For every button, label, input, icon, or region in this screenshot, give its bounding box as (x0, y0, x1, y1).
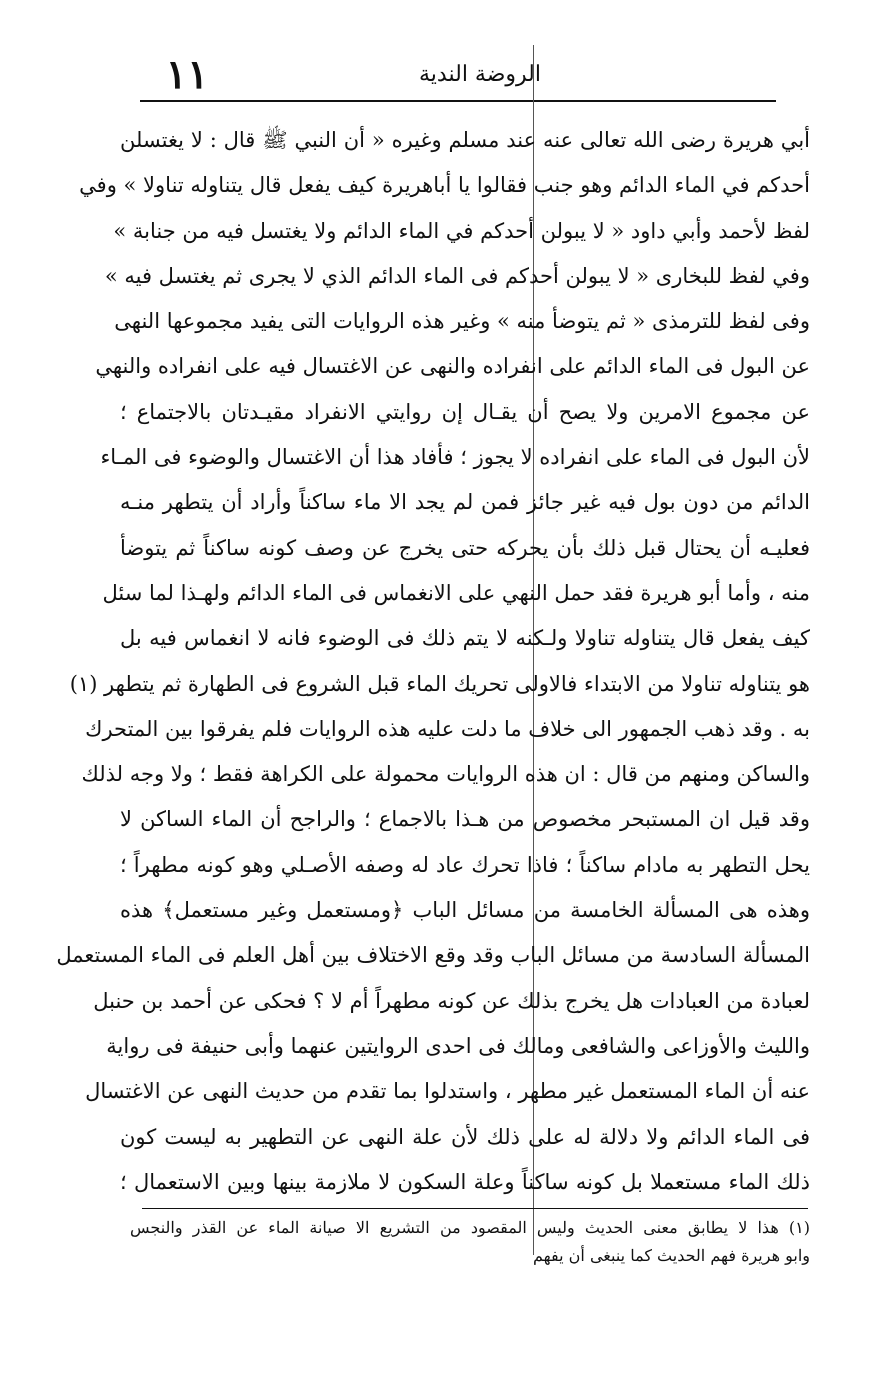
text-line: ذلك الماء مستعملا بل كونه ساكناً وعلة السكون لا ملازمة بينها وبين الاستعمال ؛ (120, 1169, 810, 1194)
text-line: والساكن ومنهم من قال : ان هذه الروايات محمولة على الكراهة فقط ؛ ولا وجه لذلك (81, 762, 810, 787)
text-line: لأن البول فى الماء على انفراده لا يجوز ؛ فأفاد هذا أن الاغتسال والوضوء فى المـاء (100, 445, 810, 470)
text-line: وفى لفظ للترمذى « ثم يتوضأ منه » وغير هذه الروايات التى يفيد مجموعها النهى (114, 309, 810, 334)
text-line: أبي هريرة رضى الله تعالى عنه عند مسلم وغيره « أن النبي ﷺ قال : لا يغتسلن (120, 128, 810, 152)
footnotes (130, 1214, 810, 1270)
text-line: منه ، وأما أبو هريرة فقد حمل النهي على الانغماس فى الماء الدائم ولهـذا لما سئل (102, 580, 810, 605)
text-line: فعليـه أن يحتال قبل ذلك بأن يحركه حتى يخرج عن وصف كونه ساكناً ثم يتوضأ (120, 535, 810, 560)
text-line: فى الماء الدائم ولا دلالة له على ذلك لأن علة النهى عن التطهير به ليست كون (120, 1124, 810, 1149)
text-line: أحدكم في الماء الدائم وهو جنب فقالوا يا أباهريرة كيف يفعل قال يتناوله تناولا » وفي (79, 173, 810, 198)
text-line: عن مجموع الامرين ولا يصح أن يقـال إن روايتي الانفراد مقيـدتان بالاجتماع ؛ (120, 399, 810, 424)
text-line: المسألة السادسة من مسائل الباب وقد وقع الاختلاف بين أهل العلم فى الماء المستعمل (56, 943, 810, 968)
text-line: كيف يفعل قال يتناوله تناولا ولـكنه لا يتم ذلك فى الوضوء فانه لا انغماس فيه بل (120, 626, 810, 651)
text-line: عنه أن الماء المستعمل غير مطهر ، واستدلوا بما تقدم من حديث النهى عن الاغتسال (85, 1079, 810, 1104)
text-line: وفي لفظ للبخارى « لا يبولن أحدكم فى الماء الدائم الذي لا يجرى ثم يغتسل فيه » (104, 263, 810, 288)
text-line: والليث والأوزاعى والشافعى ومالك فى احدى الروايتين عنهما وأبى حنيفة فى رواية (106, 1033, 810, 1058)
text-line: الدائم من دون بول فيه غير جائز فمن لم يجد الا ماء ساكناً وأراد أن يتطهر منـه (120, 490, 810, 515)
footnote-rule (142, 1208, 808, 1209)
text-line: لفظ لأحمد وأبي داود « لا يبولن أحدكم في الماء الدائم ولا يغتسل فيه من جنابة » (113, 218, 810, 243)
header-rule (140, 100, 776, 102)
text-line: وهذه هى المسألة الخامسة من مسائل الباب ﴿ومستعمل وغير مستعمل﴾ هذه (120, 898, 810, 923)
text-line: به . وقد ذهب الجمهور الى خلاف ما دلت عليه هذه الروايات فلم يفرقوا بين المتحرك (85, 716, 810, 741)
text-line: يحل التطهر به مادام ساكناً ؛ فاذا تحرك عاد له وصفه الأصـلي وهو كونه مطهراً ؛ (120, 852, 810, 877)
footnote-line: وابو هريرة فهم الحديث كما ينبغى أن يفهم (533, 1246, 810, 1265)
page-number: ١١ (165, 51, 209, 98)
text-line: عن البول فى الماء الدائم على انفراده والنهى عن الاغتسال فيه على انفراده والنهي (95, 354, 810, 379)
running-title: الروضة الندية (419, 62, 541, 87)
body-text (56, 118, 810, 1205)
footnote-line: (١) هذا لا يطابق معنى الحديث وليس المقصود من التشريع الا صيانة الماء عن القذر والنجس (130, 1218, 810, 1237)
text-line: لعبادة من العبادات هل يخرج بذلك عن كونه مطهراً أم لا ؟ فحكى عن أحمد بن حنبل (93, 988, 810, 1013)
text-line: وقد قيل ان المستبحر مخصوص من هـذا بالاجماع ؛ والراجح أن الماء الساكن لا (120, 807, 810, 832)
text-line: هو يتناوله تناولا من الابتداء فالاولى تحريك الماء قبل الشروع فى الطهارة ثم يتطهر (١) (69, 671, 810, 696)
